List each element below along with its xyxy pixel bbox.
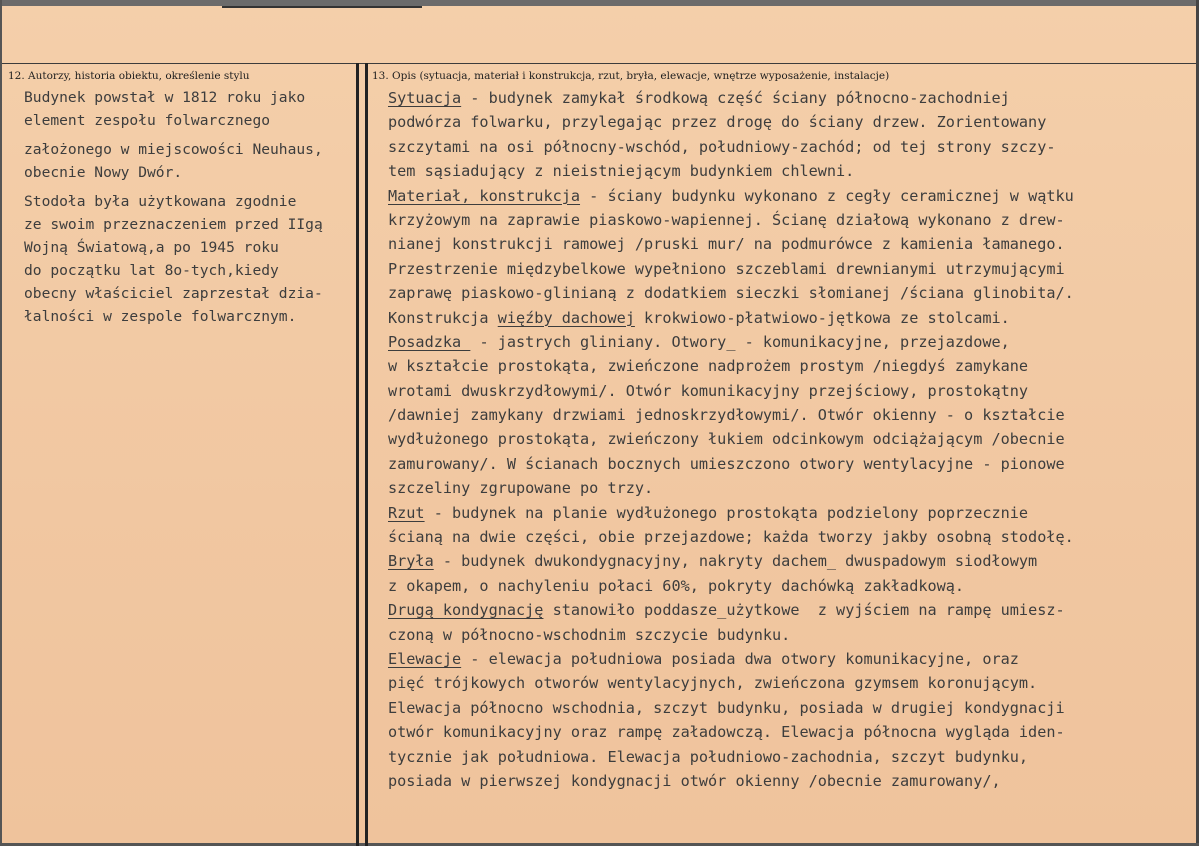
history-line: element zespołu folwarcznego <box>24 112 271 129</box>
description-text: - ściany budynku wykonano z cegły ceramicznej w wątku <box>580 186 1074 205</box>
section-13-text <box>388 86 1188 793</box>
description-line <box>388 769 1188 793</box>
description-line <box>388 330 1188 354</box>
description-text: Elewacja północno wschodnia, szczyt budynku, posiada w drugiej kondygnacji <box>388 698 1065 717</box>
description-text: pięć trójkowych otworów wentylacyjnych, zwieńczona gzymsem koronującym. <box>388 674 1038 693</box>
description-text: posiada w pierwszej kondygnacji otwór okienny /obecnie zamurowany/, <box>388 771 1001 790</box>
description-text: podwórza folwarku, przylegając przez drogę do ściany drzew. Zorientowany <box>388 113 1047 132</box>
description-line <box>388 86 1188 110</box>
description-text: tem sąsiadujący z nieistniejącym budynkiem chlewni. <box>388 162 855 181</box>
description-text: wydłużonego prostokąta, zwieńczony łukiem odcinkowym odciążającym /obecnie <box>388 430 1065 449</box>
description-line <box>388 525 1188 549</box>
underlined-term: Elewacje <box>388 649 462 668</box>
description-text: /dawniej zamykany drzwiami jednoskrzydłowymi/. Otwór okienny - o kształcie <box>388 406 1065 425</box>
description-line <box>388 647 1188 671</box>
description-text: zaprawę piaskowo-glinianą z dodatkiem sieczki słomianej /ściana glinobita/. <box>388 284 1074 303</box>
description-text: stanowiło poddasze_użytkowe z wyjściem na rampę umiesz- <box>543 601 1065 620</box>
history-line: Wojną Światową,a po 1945 roku <box>24 239 279 256</box>
description-text: - elewacja południowa posiada dwa otwory komunikacyjne, oraz <box>461 649 1019 668</box>
history-line: obecnie Nowy Dwór. <box>24 164 183 181</box>
description-text: szczeliny zgrupowane po trzy. <box>388 479 654 498</box>
description-line <box>388 598 1188 622</box>
description-line <box>388 427 1188 451</box>
description-text: - jastrych gliniany. Otwory_ - komunikacyjne, przejazdowe, <box>470 332 1010 351</box>
description-line <box>388 501 1188 525</box>
description-text: Konstrukcja <box>388 308 498 327</box>
left-border <box>0 0 2 846</box>
description-text: z okapem, o nachyleniu połaci 60%, pokryty dachówką zakładkową. <box>388 576 965 595</box>
history-line: obecny właściciel zaprzestał dzia- <box>24 285 323 302</box>
section-12-header: 12. Autorzy, historia obiektu, określenie stylu <box>8 70 250 82</box>
section-13-header: 13. Opis (sytuacja, materiał i konstrukcja, rzut, bryła, elewacje, wnętrze wyposażenie, instalacje) <box>372 70 890 82</box>
description-text: Przestrzenie międzybelkowe wypełniono szczeblami drewnianymi utrzymującymi <box>388 259 1065 278</box>
section-12-text <box>24 86 354 328</box>
description-line <box>388 671 1188 695</box>
description-line <box>388 135 1188 159</box>
description-text: krzyżowym na zaprawie piaskowo-wapiennej. Ścianę działową wykonano z drew- <box>388 210 1065 229</box>
description-text: w kształcie prostokąta, zwieńczone nadprożem prostym /niegdyś zamykane <box>388 357 1029 376</box>
description-text: tycznie jak południowa. Elewacja południowo-zachodnia, szczyt budynku, <box>388 747 1029 766</box>
description-text: czoną w północno-wschodnim szczycie budynku. <box>388 625 791 644</box>
history-line: do początku lat 8o-tych,kiedy <box>24 262 279 279</box>
underlined-term: Bryła <box>388 552 434 571</box>
description-text: zamurowany/. W ścianach bocznych umieszczono otwory wentylacyjne - pionowe <box>388 454 1065 473</box>
history-line: założonego w miejscowości Neuhaus, <box>24 141 323 158</box>
description-line <box>388 403 1188 427</box>
top-border <box>0 0 1199 6</box>
description-text: wrotami dwuskrzydłowymi/. Otwór komunikacyjny przejściowy, prostokątny <box>388 381 1029 400</box>
description-text: nianej konstrukcji ramowej /pruski mur/ na podmurówce z kamienia łamanego. <box>388 235 1065 254</box>
history-line: Stodoła była użytkowana zgodnie <box>24 193 297 210</box>
description-text: - budynek dwukondygnacyjny, nakryty dachem_ dwuspadowym siodłowym <box>433 552 1038 571</box>
description-line <box>388 232 1188 256</box>
description-line <box>388 306 1188 330</box>
description-line <box>388 379 1188 403</box>
description-text: ścianą na dwie części, obie przejazdowe; każda tworzy jakby osobną stodołę. <box>388 528 1074 547</box>
history-line: łalności w zespole folwarcznym. <box>24 308 297 325</box>
description-text: szczytami na osi północny-wschód, południowy-zachód; od tej strony szczy- <box>388 137 1056 156</box>
description-line <box>388 745 1188 769</box>
underlined-term: Drugą kondygnację <box>388 601 544 620</box>
description-line <box>388 549 1188 573</box>
description-line <box>388 623 1188 647</box>
description-line <box>388 476 1188 500</box>
description-line <box>388 184 1188 208</box>
column-divider-right <box>365 63 368 846</box>
underlined-term: Materiał, konstrukcja <box>388 186 581 205</box>
history-line: Budynek powstał w 1812 roku jako <box>24 89 306 106</box>
description-line <box>388 354 1188 378</box>
description-line <box>388 452 1188 476</box>
history-line: ze swoim przeznaczeniem przed IIgą <box>24 216 323 233</box>
description-line <box>388 257 1188 281</box>
underlined-term: więźby dachowej <box>497 308 635 327</box>
description-text: - budynek zamykał środkową część ściany północno-zachodniej <box>461 89 1010 107</box>
description-text: - budynek na planie wydłużonego prostokąta podzielony poprzecznie <box>424 503 1029 522</box>
underlined-term: Sytuacja <box>388 89 462 107</box>
underlined-term: Rzut <box>388 503 425 522</box>
description-text: krokwiowo-płatwiowo-jętkowa ze stolcami. <box>634 308 1010 327</box>
description-line <box>388 110 1188 134</box>
column-divider-left <box>356 63 359 846</box>
description-line <box>388 159 1188 183</box>
description-line <box>388 720 1188 744</box>
underlined-term: Posadzka_ <box>388 332 471 351</box>
description-line <box>388 208 1188 232</box>
description-line <box>388 696 1188 720</box>
top-mark <box>222 6 422 8</box>
description-text: otwór komunikacyjny oraz rampę załadowczą. Elewacja północna wygląda iden- <box>388 723 1065 742</box>
header-divider <box>2 63 1196 64</box>
description-line <box>388 574 1188 598</box>
description-line <box>388 281 1188 305</box>
